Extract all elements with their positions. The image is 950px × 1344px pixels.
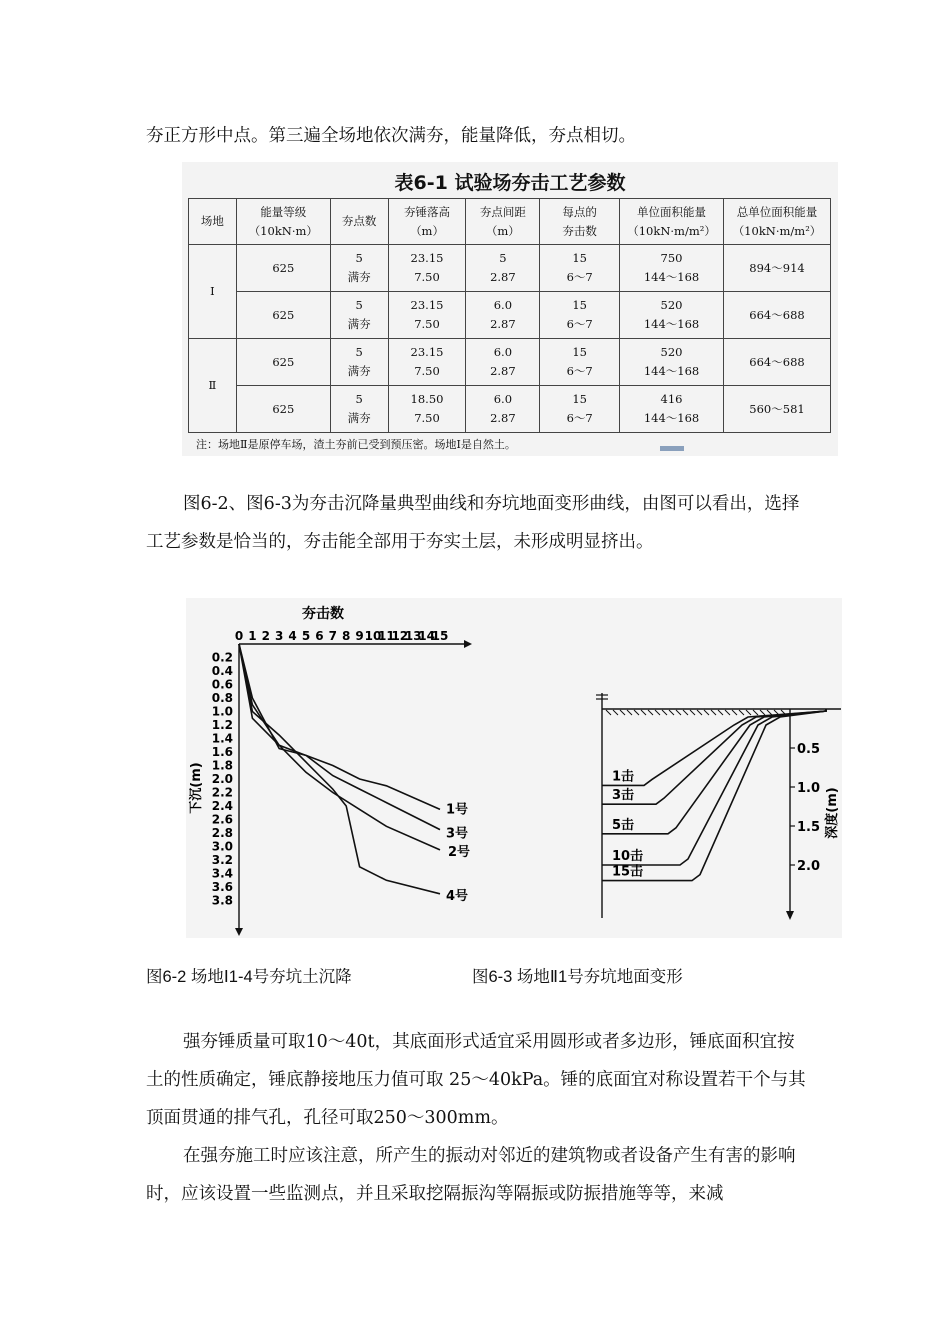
spacing-cell: 6.0 2.87	[466, 292, 540, 339]
crater-profile-2	[602, 709, 826, 804]
x-tick-label: 5	[301, 629, 311, 643]
scan-mark	[660, 446, 684, 451]
crater-profile-label: 1击	[612, 769, 635, 785]
y-tick-label: 0.4	[211, 664, 233, 678]
spacing-cell: 5 2.87	[466, 245, 540, 292]
paragraph-hammer: 强夯锤质量可取10～40t，其底面形式适宜采用圆形或者多边形，锤底面积宜按土的性质确定，锤底静接地压力值可取 25～40kPa。锤的底面宜对称设置若干个与其顶面贯通的排气孔，孔径可取250～300mm。	[146, 1032, 806, 1128]
header-spacing: 夯点间距 （m）	[466, 199, 540, 245]
y-tick-label: 2.2	[211, 785, 233, 800]
blows-cell: 15 6～7	[540, 245, 620, 292]
energy-cell: 625	[236, 292, 330, 339]
figure-caption-6-2: 图6-2 场地Ⅰ1-4号夯坑土沉降	[146, 968, 352, 986]
y-tick-label: 0.2	[211, 650, 233, 665]
y-tick-label: 1.8	[211, 758, 233, 773]
crater-profile-3	[602, 709, 826, 834]
table-row	[189, 339, 831, 386]
height-cell: 23.15 7.50	[388, 292, 466, 339]
depth-tick-label: 2.0	[797, 859, 821, 874]
unit-energy-cell: 520 144～168	[620, 292, 724, 339]
crater-profile-5	[602, 709, 826, 881]
y-tick-label: 1.2	[211, 718, 233, 732]
chart1-ylabel: 下沉(m)	[189, 762, 204, 814]
x-tick-label: 7	[328, 629, 337, 643]
unit-energy-cell: 416 144～168	[620, 386, 724, 433]
energy-cell: 625	[236, 386, 330, 433]
ground-hatch	[606, 710, 786, 715]
crater-profile-label: 3击	[612, 788, 635, 804]
y-tick-label: 3.0	[211, 839, 233, 854]
header-site: 场地	[189, 199, 237, 245]
series-line-3	[239, 644, 440, 850]
x-tick-label: 14	[418, 629, 435, 643]
count-cell: 5 满夯	[330, 339, 388, 386]
series-label: 4号	[446, 888, 469, 904]
x-tick-label: 3	[275, 629, 284, 643]
series-line-2	[239, 644, 440, 830]
table-row	[189, 245, 831, 292]
x-tick-label: 6	[315, 629, 324, 643]
depth-tick-label: 1.0	[797, 781, 821, 796]
height-cell: 23.15 7.50	[388, 339, 466, 386]
depth-tick-label: 1.5	[797, 820, 821, 835]
y-tick-label: 2.0	[211, 772, 233, 786]
count-cell: 5 满夯	[330, 386, 388, 433]
series-label: 2号	[448, 844, 471, 860]
y-tick-label: 1.0	[211, 704, 233, 719]
series-label: 3号	[446, 826, 469, 842]
table-title: 表6-1 试验场夯击工艺参数	[394, 172, 626, 194]
x-tick-label: 11	[378, 629, 395, 643]
header-total-energy: 总单位面积能量 （10kN·m/m²）	[724, 199, 831, 245]
crater-profile-label: 5击	[612, 817, 635, 833]
header-blows: 每点的 夯击数	[540, 199, 620, 245]
paragraph-intro: 夯正方形中点。第三遍全场地依次满夯，能量降低，夯点相切。	[146, 126, 636, 146]
energy-cell: 625	[236, 245, 330, 292]
figure-caption-6-3: 图6-3 场地Ⅱ1号夯坑地面变形	[472, 968, 683, 986]
params-table	[188, 198, 831, 433]
x-axis-arrow-icon	[464, 640, 472, 648]
x-tick-label: 2	[261, 629, 270, 643]
count-cell: 5 满夯	[330, 292, 388, 339]
series-label: 1号	[446, 802, 469, 818]
site-cell: Ⅱ	[189, 339, 237, 433]
y-tick-label: 2.8	[211, 826, 233, 840]
energy-cell: 625	[236, 339, 330, 386]
header-height: 夯锤落高 （m）	[388, 199, 466, 245]
header-unit-energy: 单位面积能量 （10kN·m/m²）	[620, 199, 724, 245]
spacing-cell: 6.0 2.87	[466, 339, 540, 386]
x-tick-label: 10	[364, 629, 382, 643]
y-tick-label: 2.4	[211, 799, 233, 813]
crater-profile-label: 10击	[612, 849, 644, 864]
height-cell: 18.50 7.50	[388, 386, 466, 433]
x-tick-label: 13	[404, 629, 422, 643]
x-tick-label: 8	[342, 629, 351, 643]
total-energy-cell: 664～688	[724, 292, 831, 339]
paragraph-figures: 图6-2、图6-3为夯击沉降量典型曲线和夯坑地面变形曲线，由图可以看出，选择工艺参数是恰当的，夯击能全部用于夯实土层，未形成明显挤出。	[146, 494, 800, 552]
crater-profile-label: 15击	[612, 864, 644, 880]
crater-profile-4	[602, 709, 826, 865]
depth-tick-label: 0.5	[797, 742, 821, 757]
total-energy-cell: 664～688	[724, 339, 831, 386]
blows-cell: 15 6～7	[540, 339, 620, 386]
total-energy-cell: 560～581	[724, 386, 831, 433]
unit-energy-cell: 520 144～168	[620, 339, 724, 386]
x-tick-label: 0	[234, 629, 244, 643]
paragraph-vibration: 在强夯施工时应该注意，所产生的振动对邻近的建筑物或者设备产生有害的影响时，应该设置一些监测点，并且采取挖隔振沟等隔振或防振措施等等，来减	[146, 1146, 796, 1204]
depth-axis-arrow-icon	[786, 911, 794, 920]
x-tick-label: 9	[355, 629, 364, 643]
figure-panel	[186, 598, 842, 938]
y-tick-label: 1.4	[211, 731, 233, 746]
y-tick-label: 0.6	[211, 677, 233, 692]
y-tick-label: 3.6	[211, 880, 233, 894]
y-tick-label: 3.8	[211, 893, 233, 908]
x-tick-label: 1	[248, 629, 257, 643]
height-cell: 23.15 7.50	[388, 245, 466, 292]
header-count: 夯点数	[330, 199, 388, 245]
crater-profile-1	[602, 709, 826, 785]
table-row	[189, 292, 831, 339]
table-figure	[182, 162, 838, 456]
x-tick-label: 4	[288, 629, 297, 643]
chart1-title: 夯击数	[302, 606, 344, 622]
x-tick-label: 15	[431, 629, 449, 643]
header-energy: 能量等级 （10kN·m）	[236, 199, 330, 245]
total-energy-cell: 894～914	[724, 245, 831, 292]
y-tick-label: 3.4	[211, 866, 233, 881]
y-tick-label: 1.6	[211, 745, 233, 759]
y-tick-label: 2.6	[211, 812, 233, 827]
site-cell: Ⅰ	[189, 245, 237, 339]
table-row	[189, 386, 831, 433]
table-header-row	[189, 199, 831, 245]
table-note: 注：场地Ⅱ是原停车场，渣土夯前已受到预压密。场地Ⅰ是自然土。	[196, 438, 516, 451]
x-tick-label: 12	[391, 629, 409, 643]
blows-cell: 15 6～7	[540, 292, 620, 339]
y-tick-label: 0.8	[211, 691, 233, 705]
blows-cell: 15 6～7	[540, 386, 620, 433]
settlement-chart	[186, 598, 486, 938]
y-axis-arrow-icon	[235, 928, 243, 936]
chart2-ylabel: 深度(m)	[825, 787, 840, 839]
count-cell: 5 满夯	[330, 245, 388, 292]
unit-energy-cell: 750 144～168	[620, 245, 724, 292]
y-tick-label: 3.2	[211, 853, 233, 867]
spacing-cell: 6.0 2.87	[466, 386, 540, 433]
